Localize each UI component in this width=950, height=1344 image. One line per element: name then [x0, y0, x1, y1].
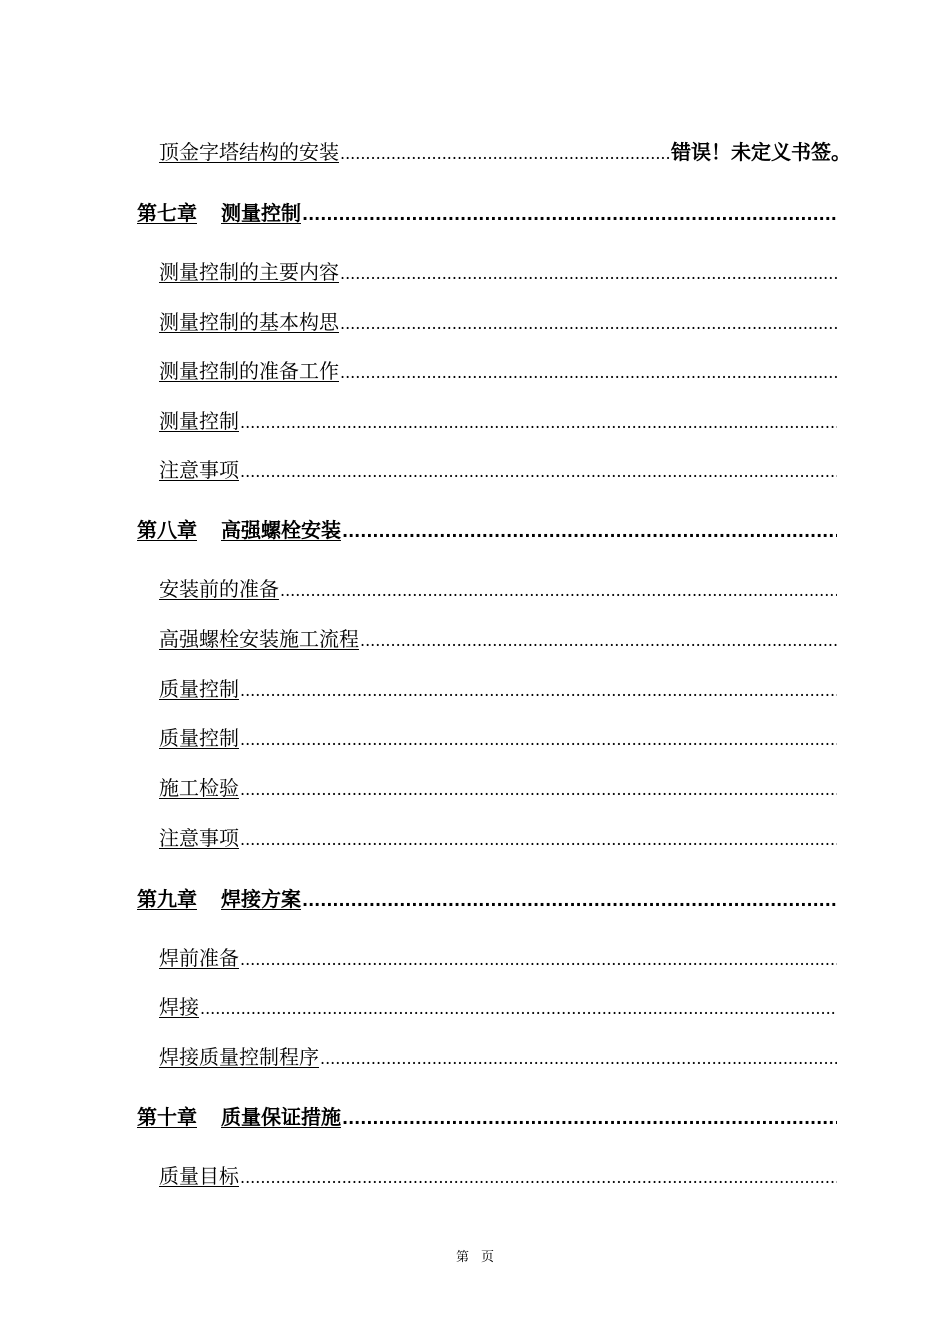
toc-chapter-title[interactable] — [137, 197, 301, 226]
toc-chapter-entry[interactable] — [137, 1101, 837, 1130]
toc-chapter-number: 第九章 — [137, 887, 197, 911]
footer-page-suffix: 页 — [481, 1250, 495, 1265]
toc-leader-dots — [240, 681, 837, 700]
footer-page-prefix: 第 — [455, 1250, 469, 1265]
toc-entry-title[interactable]: 高强螺栓安装施工流程 — [159, 627, 359, 651]
toc-chapter-name: 测量控制 — [221, 201, 301, 225]
toc-entry-title[interactable]: 测量控制 — [159, 409, 239, 433]
toc-leader-dots — [240, 830, 837, 849]
toc-leader-dots — [240, 950, 837, 969]
toc-entry[interactable] — [159, 822, 837, 851]
toc-leader-dots — [302, 205, 837, 224]
toc-entry[interactable] — [159, 942, 837, 971]
toc-leader-dots — [340, 264, 837, 283]
toc-leader-dots — [342, 1109, 837, 1128]
toc-entry[interactable] — [159, 623, 837, 652]
toc-entry[interactable] — [159, 355, 837, 384]
toc-chapter-number: 第八章 — [137, 518, 197, 542]
page-footer — [0, 1246, 950, 1265]
toc-leader-dots — [240, 462, 837, 481]
toc-entry-title[interactable]: 测量控制的准备工作 — [159, 359, 339, 383]
toc-leader-dots — [320, 1049, 837, 1068]
toc-leader-dots — [340, 363, 837, 382]
toc-chapter-number: 第七章 — [137, 201, 197, 225]
toc-leader-dots — [280, 581, 837, 600]
toc-entry-title[interactable]: 施工检验 — [159, 776, 239, 800]
toc-chapter-title[interactable] — [137, 883, 301, 912]
toc-leader-dots — [340, 314, 837, 333]
toc-entry-title[interactable]: 焊接质量控制程序 — [159, 1045, 319, 1069]
toc-entry[interactable] — [159, 1041, 837, 1070]
toc-entry-title[interactable]: 注意事项 — [159, 826, 239, 850]
toc-leader-dots — [360, 631, 837, 650]
toc-entry[interactable] — [159, 722, 837, 751]
toc-entry[interactable] — [159, 772, 837, 801]
toc-leader-dots — [240, 1168, 837, 1187]
toc-chapter-entry[interactable] — [137, 514, 837, 543]
toc-entry[interactable] — [159, 405, 837, 434]
toc-entry[interactable] — [159, 1160, 837, 1189]
toc-leader-dots — [200, 999, 837, 1018]
toc-entry[interactable] — [159, 573, 837, 602]
toc-chapter-title[interactable] — [137, 1101, 341, 1130]
toc-leader-dots — [342, 522, 837, 541]
toc-entry-title[interactable]: 顶金字塔结构的安装 — [159, 140, 339, 164]
toc-page-error: 错误！未定义书签。 — [671, 140, 851, 164]
toc-entry[interactable] — [159, 673, 837, 702]
toc-entry-title[interactable]: 焊接 — [159, 995, 199, 1019]
toc-entry[interactable] — [159, 256, 837, 285]
toc-chapter-title[interactable] — [137, 514, 341, 543]
toc-leader-dots — [340, 144, 671, 163]
toc-chapter-name: 焊接方案 — [221, 887, 301, 911]
toc-entry[interactable] — [159, 454, 837, 483]
toc-entry-title[interactable]: 质量控制 — [159, 726, 239, 750]
toc-entry-title[interactable]: 安装前的准备 — [159, 577, 279, 601]
toc-entry[interactable] — [159, 991, 837, 1020]
toc-chapter-name: 质量保证措施 — [221, 1105, 341, 1129]
toc-entry-title[interactable]: 质量控制 — [159, 677, 239, 701]
toc-entry-title[interactable]: 焊前准备 — [159, 946, 239, 970]
toc-leader-dots — [240, 730, 837, 749]
toc-leader-dots — [240, 780, 837, 799]
toc-entry-title[interactable]: 测量控制的基本构思 — [159, 310, 339, 334]
toc-entry-title[interactable]: 质量目标 — [159, 1164, 239, 1188]
toc-leader-dots — [240, 413, 837, 432]
toc-entry-title[interactable]: 测量控制的主要内容 — [159, 260, 339, 284]
toc-entry[interactable] — [159, 306, 837, 335]
toc-chapter-entry[interactable] — [137, 197, 837, 226]
toc-chapter-number: 第十章 — [137, 1105, 197, 1129]
toc-entry[interactable] — [159, 136, 851, 165]
toc-entry-title[interactable]: 注意事项 — [159, 458, 239, 482]
toc-leader-dots — [302, 891, 837, 910]
toc-chapter-name: 高强螺栓安装 — [221, 518, 341, 542]
toc-chapter-entry[interactable] — [137, 883, 837, 912]
